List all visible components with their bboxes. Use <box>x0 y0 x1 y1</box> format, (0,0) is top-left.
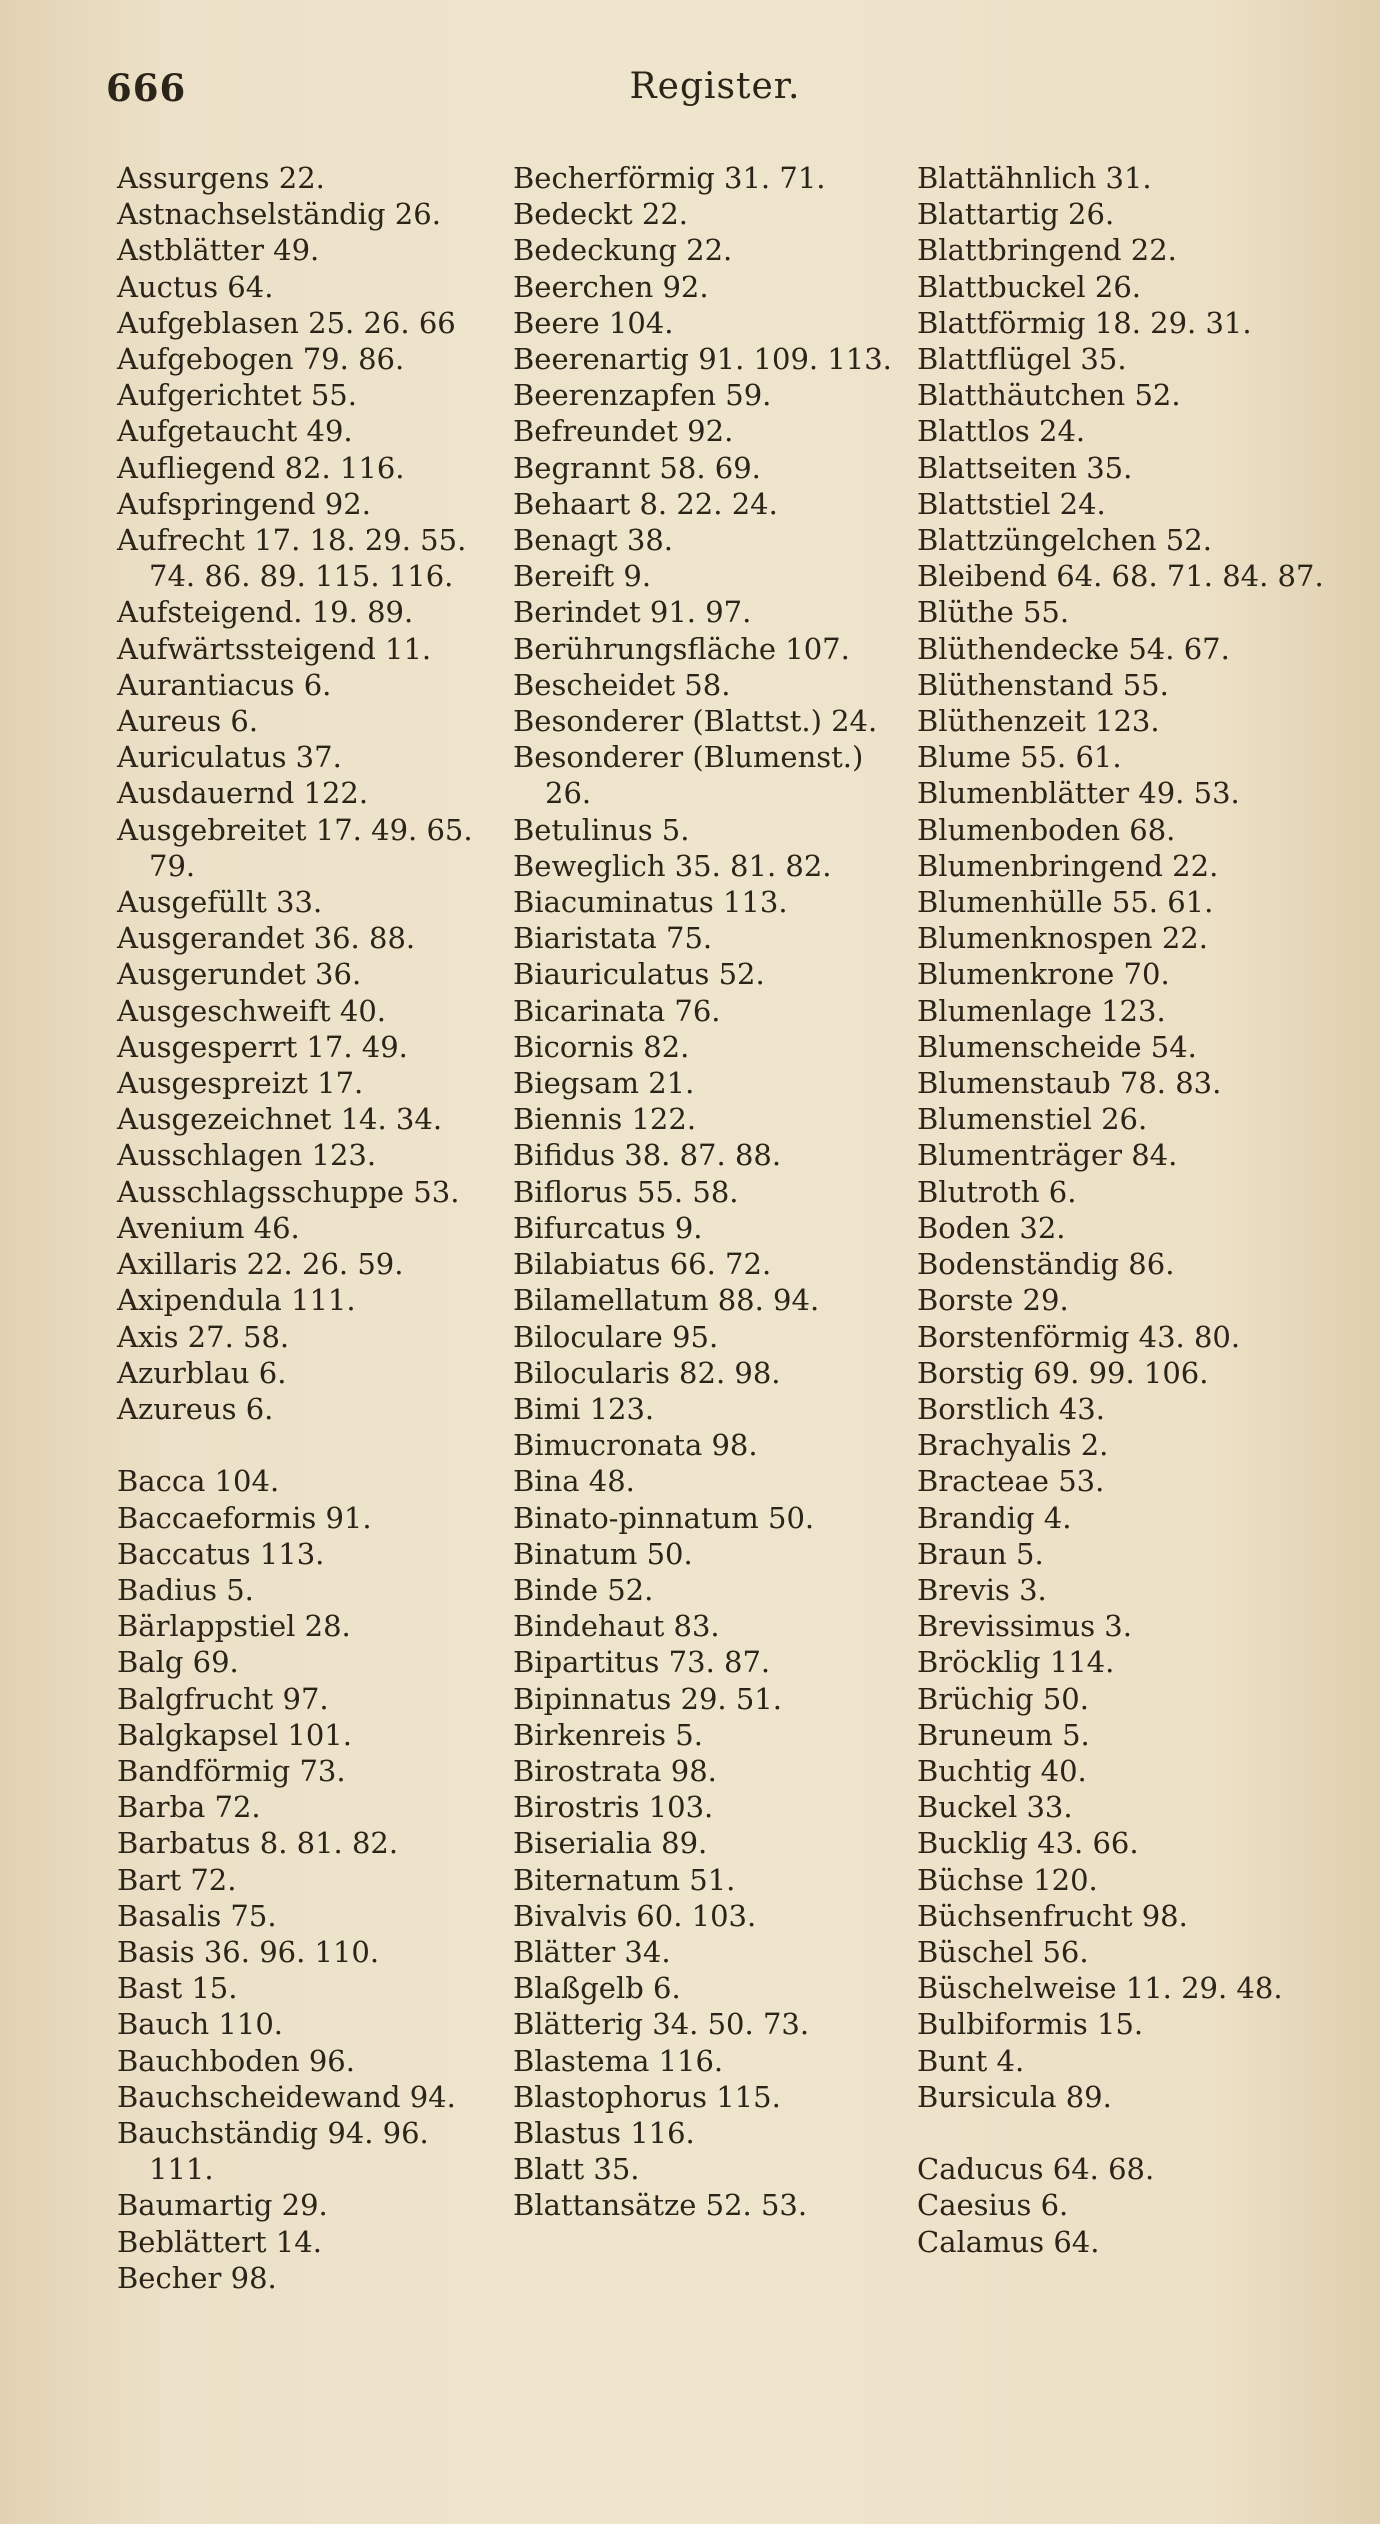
index-entry: Baumartig 29. <box>117 2188 328 2223</box>
index-entry: Blumenbringend 22. <box>917 848 1219 883</box>
index-entry: Astnachselständig 26. <box>117 197 441 232</box>
index-entry: Balgfrucht 97. <box>117 1681 329 1716</box>
page-number: 666 <box>106 66 187 110</box>
index-entry: Blume 55. 61. <box>917 740 1122 775</box>
index-entry: Ausschlagsschuppe 53. <box>117 1174 460 1209</box>
index-entry: Biloculare 95. <box>513 1319 719 1354</box>
index-entry: Blattbuckel 26. <box>917 269 1142 304</box>
index-entry: Bicornis 82. <box>513 1029 690 1064</box>
index-entry: Blattflügel 35. <box>917 342 1127 377</box>
index-entry: Azureus 6. <box>117 1391 274 1426</box>
index-entry: Blattseiten 35. <box>917 450 1133 485</box>
index-entry: Ausgeschweift 40. <box>117 993 387 1028</box>
index-entry: Biauriculatus 52. <box>513 957 765 992</box>
index-entry: Blaßgelb 6. <box>513 1971 681 2006</box>
index-entry: Bucklig 43. 66. <box>917 1826 1139 1861</box>
index-entry: Auriculatus 37. <box>117 740 342 775</box>
index-entry: Binato-pinnatum 50. <box>513 1500 815 1535</box>
page-header <box>100 58 1330 118</box>
index-entry: Bilamellatum 88. 94. <box>513 1283 820 1318</box>
index-entry: Aufrecht 17. 18. 29. 55. 74. 86. 89. 115. 116. <box>117 523 467 594</box>
index-entry: Brevissimus 3. <box>917 1609 1132 1644</box>
index-entry: Aufwärtssteigend 11. <box>117 631 432 666</box>
index-entry: Ausdauernd 122. <box>117 776 369 811</box>
section-gap <box>917 2115 1330 2151</box>
index-entry: Beerchen 92. <box>513 269 709 304</box>
index-entry: Baccaeformis 91. <box>117 1500 372 1535</box>
index-entry: Blutroth 6. <box>917 1174 1077 1209</box>
index-entry: Beere 104. <box>513 305 674 340</box>
index-entry: Büchsenfrucht 98. <box>917 1898 1188 1933</box>
index-entry: Assurgens 22. <box>117 161 325 195</box>
index-entry: Borstig 69. 99. 106. <box>917 1355 1209 1390</box>
index-entry: Balg 69. <box>117 1645 239 1680</box>
index-entry: Buchtig 40. <box>917 1753 1087 1788</box>
index-entry: Büschelweise 11. 29. 48. <box>917 1971 1283 2006</box>
index-entry: Aufgerichtet 55. <box>117 378 357 413</box>
index-entry: Bipinnatus 29. 51. <box>513 1681 782 1716</box>
index-entry: Blumenstiel 26. <box>917 1102 1148 1137</box>
index-entry: Bipartitus 73. 87. <box>513 1645 771 1680</box>
index-entry: Aufgeblasen 25. 26. 66 <box>117 305 456 340</box>
index-entry: Beweglich 35. 81. 82. <box>513 848 832 883</box>
index-entry: Bandförmig 73. <box>117 1753 346 1788</box>
index-entry: Bedeckt 22. <box>513 197 689 232</box>
index-entry: Bereift 9. <box>513 559 652 594</box>
index-entry: Bindehaut 83. <box>513 1609 720 1644</box>
index-entry: Benagt 38. <box>513 523 673 558</box>
index-entry: Binde 52. <box>513 1572 654 1607</box>
index-entry: Bast 15. <box>117 1971 238 2006</box>
index-entry: Begrannt 58. 69. <box>513 450 761 485</box>
index-entry: Blattansätze 52. 53. <box>513 2188 808 2223</box>
index-entry: Bunt 4. <box>917 2043 1025 2078</box>
index-entry: Bacca 104. <box>117 1464 280 1499</box>
index-entry: Blattförmig 18. 29. 31. <box>917 305 1252 340</box>
index-entry: Calamus 64. <box>917 2224 1100 2259</box>
index-entry: Basalis 75. <box>117 1898 277 1933</box>
index-entry: Biennis 122. <box>513 1102 697 1137</box>
index-entry: Blumenboden 68. <box>917 812 1176 847</box>
index-entry: Barbatus 8. 81. 82. <box>117 1826 399 1861</box>
index-entry: Blumenknospen 22. <box>917 921 1208 956</box>
index-entry: Astblätter 49. <box>117 233 320 268</box>
index-entry: Bursicula 89. <box>917 2079 1112 2114</box>
index-entry: Becher 98. <box>117 2260 277 2295</box>
index-entry: Befreundet 92. <box>513 414 734 449</box>
index-entry: Ausgerandet 36. 88. <box>117 921 416 956</box>
index-entry: Blätter 34. <box>513 1934 671 1969</box>
index-entry: Berührungsfläche 107. <box>513 631 850 666</box>
index-entry: Biegsam 21. <box>513 1066 695 1101</box>
index-entry: Buckel 33. <box>917 1790 1073 1825</box>
index-entry: Bedeckung 22. <box>513 233 733 268</box>
index-entry: Braun 5. <box>917 1536 1044 1571</box>
index-entry: Bauchscheidewand 94. <box>117 2079 456 2114</box>
index-entry: Brüchig 50. <box>917 1681 1089 1716</box>
index-entry: Blattzüngelchen 52. <box>917 523 1212 558</box>
index-entry: Ausgespreizt 17. <box>117 1066 364 1101</box>
index-entry: Baccatus 113. <box>117 1536 325 1571</box>
index-entry: Aufgebogen 79. 86. <box>117 342 405 377</box>
index-entry: Bimi 123. <box>513 1391 655 1426</box>
index-entry: Bracteae 53. <box>917 1464 1105 1499</box>
index-entry: Bivalvis 60. 103. <box>513 1898 757 1933</box>
index-entry: Balgkapsel 101. <box>117 1717 352 1752</box>
index-entry: Blumenscheide 54. <box>917 1029 1197 1064</box>
index-entry: Ausgerundet 36. <box>117 957 362 992</box>
index-entry: Blumenlage 123. <box>917 993 1166 1028</box>
index-entry: Betulinus 5. <box>513 812 690 847</box>
index-entry: Axillaris 22. 26. 59. <box>117 1247 404 1282</box>
index-entry: Biaristata 75. <box>513 921 713 956</box>
index-entry: Bulbiformis 15. <box>917 2007 1144 2042</box>
index-entry: Aufsteigend. 19. 89. <box>117 595 414 630</box>
index-entry: Azurblau 6. <box>117 1355 287 1390</box>
index-entry: Blumenblätter 49. 53. <box>917 776 1240 811</box>
index-entry: Bauch 110. <box>117 2007 283 2042</box>
index-entry: Aufgetaucht 49. <box>117 414 353 449</box>
index-entry: Axis 27. 58. <box>117 1319 290 1354</box>
index-entry: Blumenhülle 55. 61. <box>917 885 1214 920</box>
index-entry: Beerenzapfen 59. <box>513 378 772 413</box>
index-entry: Caesius 6. <box>917 2188 1069 2223</box>
index-entry: Blastus 116. <box>513 2115 695 2150</box>
index-entry: Berindet 91. 97. <box>513 595 752 630</box>
index-column-3 <box>917 160 1330 2260</box>
index-entry: Birkenreis 5. <box>513 1717 703 1752</box>
index-entry: Bifurcatus 9. <box>513 1210 703 1245</box>
index-entry: Aureus 6. <box>117 704 259 739</box>
index-entry: Bilabiatus 66. 72. <box>513 1247 772 1282</box>
index-column-1 <box>117 160 497 2296</box>
index-entry: Boden 32. <box>917 1210 1066 1245</box>
index-entry: Büschel 56. <box>917 1934 1089 1969</box>
index-entry: Aufliegend 82. 116. <box>117 450 405 485</box>
index-entry: Borstlich 43. <box>917 1391 1105 1426</box>
index-entry: Ausgebreitet 17. 49. 65. 79. <box>117 812 473 883</box>
index-entry: Ausgesperrt 17. 49. <box>117 1029 408 1064</box>
index-entry: Blumenstaub 78. 83. <box>917 1066 1222 1101</box>
index-entry: Biacuminatus 113. <box>513 885 788 920</box>
index-entry: Büchse 120. <box>917 1862 1098 1897</box>
index-entry: Blattlos 24. <box>917 414 1086 449</box>
index-entry: Behaart 8. 22. 24. <box>513 486 778 521</box>
index-entry: Blatthäutchen 52. <box>917 378 1181 413</box>
index-entry: Axipendula 111. <box>117 1283 356 1318</box>
index-entry: Blumenkrone 70. <box>917 957 1170 992</box>
index-column-2 <box>513 160 909 2224</box>
index-entry: Bodenständig 86. <box>917 1247 1175 1282</box>
index-entry: Barba 72. <box>117 1790 261 1825</box>
index-entry: Biternatum 51. <box>513 1862 736 1897</box>
index-entry: Biserialia 89. <box>513 1826 708 1861</box>
index-entry: Besonderer (Blattst.) 24. <box>513 704 878 739</box>
index-entry: Becherförmig 31. 71. <box>513 161 826 195</box>
index-entry: Bauchständig 94. 96. 111. <box>117 2115 429 2187</box>
index-entry: Blüthendecke 54. 67. <box>917 631 1230 666</box>
index-entry: Biflorus 55. 58. <box>513 1174 739 1209</box>
index-entry: Blüthenstand 55. <box>917 667 1169 702</box>
index-entry: Blattbringend 22. <box>917 233 1177 268</box>
index-entry: Bina 48. <box>513 1464 635 1499</box>
index-entry: Caducus 64. 68. <box>917 2152 1155 2187</box>
index-entry: Badius 5. <box>117 1572 254 1607</box>
index-entry: Blüthenzeit 123. <box>917 704 1160 739</box>
index-entry: Birostris 103. <box>513 1790 714 1825</box>
running-head: Register. <box>629 66 801 107</box>
index-entry: Bleibend 64. 68. 71. 84. 87. <box>917 559 1324 594</box>
index-entry: Bilocularis 82. 98. <box>513 1355 781 1390</box>
index-entry: Blattartig 26. <box>917 197 1115 232</box>
index-entry: Blattstiel 24. <box>917 486 1106 521</box>
index-entry: Aufspringend 92. <box>117 486 371 521</box>
index-entry: Bröcklig 114. <box>917 1645 1115 1680</box>
index-entry: Bimucronata 98. <box>513 1428 758 1463</box>
index-entry: Brachyalis 2. <box>917 1428 1109 1463</box>
index-entry: Blattähnlich 31. <box>917 161 1152 195</box>
index-entry: Ausgefüllt 33. <box>117 885 323 920</box>
index-entry: Basis 36. 96. 110. <box>117 1934 380 1969</box>
index-entry: Brevis 3. <box>917 1572 1047 1607</box>
index-entry: Beblättert 14. <box>117 2224 322 2259</box>
index-entry: Bicarinata 76. <box>513 993 721 1028</box>
index-entry: Blumenträger 84. <box>917 1138 1178 1173</box>
index-entry: Bescheidet 58. <box>513 667 731 702</box>
index-entry: Avenium 46. <box>117 1210 300 1245</box>
index-entry: Borstenförmig 43. 80. <box>917 1319 1241 1354</box>
index-entry: Binatum 50. <box>513 1536 693 1571</box>
index-entry: Bruneum 5. <box>917 1717 1090 1752</box>
index-entry: Ausschlagen 123. <box>117 1138 377 1173</box>
index-entry: Besonderer (Blumenst.) 26. <box>513 740 864 811</box>
index-entry: Bifidus 38. 87. 88. <box>513 1138 782 1173</box>
index-entry: Blüthe 55. <box>917 595 1070 630</box>
index-entry: Aurantiacus 6. <box>117 667 332 702</box>
index-entry: Borste 29. <box>917 1283 1069 1318</box>
index-entry: Beerenartig 91. 109. 113. <box>513 342 892 377</box>
index-entry: Bauchboden 96. <box>117 2043 355 2078</box>
index-entry: Blätterig 34. 50. 73. <box>513 2007 810 2042</box>
index-entry: Blatt 35. <box>513 2152 640 2187</box>
index-entry: Blastophorus 115. <box>513 2079 781 2114</box>
index-entry: Bärlappstiel 28. <box>117 1609 351 1644</box>
index-entry: Birostrata 98. <box>513 1753 717 1788</box>
section-gap <box>117 1427 497 1463</box>
index-entry: Auctus 64. <box>117 269 274 304</box>
index-entry: Blastema 116. <box>513 2043 724 2078</box>
index-entry: Brandig 4. <box>917 1500 1072 1535</box>
index-entry: Bart 72. <box>117 1862 237 1897</box>
index-entry: Ausgezeichnet 14. 34. <box>117 1102 443 1137</box>
